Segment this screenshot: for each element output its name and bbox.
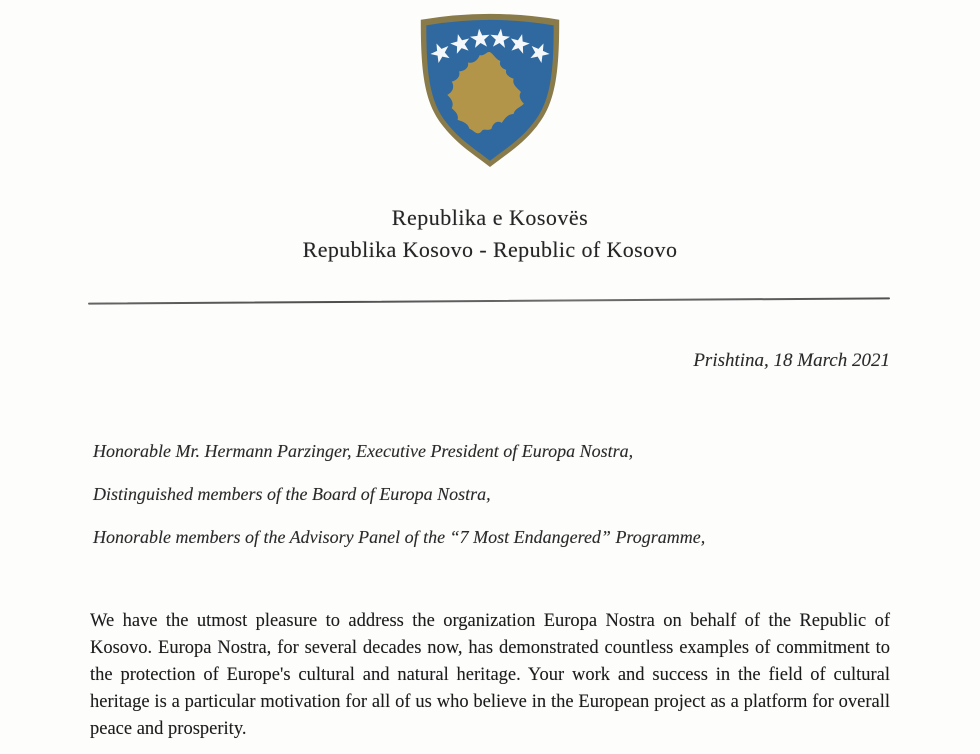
kosovo-coat-of-arms [416, 8, 564, 170]
salutation-line: Honorable members of the Advisory Panel of the “7 Most Endangered” Programme, [93, 527, 706, 547]
coat-of-arms-icon [416, 8, 564, 170]
body-paragraph: We have the utmost pleasure to address the organization Europa Nostra on behalf of the Republic of Kosovo. Europa Nostra, for several decades now, has demonstrated countless examples of commitment to the protection of Europe's cultural and natural heritage. Your work and success in the field of cultural heritage is a particular motivation for all of us who believe in the European project as a platform for overall peace and prosperity. [90, 611, 890, 739]
salutation-line: Distinguished members of the Board of Europa Nostra, [93, 484, 491, 504]
state-title-bilingual: Republika Kosovo - Republic of Kosovo [302, 237, 678, 262]
letterhead [0, 205, 980, 263]
salutation-block [93, 441, 913, 570]
dateline: Prishtina, 18 March 2021 [693, 350, 890, 371]
letterhead-divider-line [88, 297, 890, 304]
salutation-line: Honorable Mr. Hermann Parzinger, Executive President of Europa Nostra, [93, 441, 634, 461]
state-title-albanian: Republika e Kosovës [391, 205, 589, 230]
